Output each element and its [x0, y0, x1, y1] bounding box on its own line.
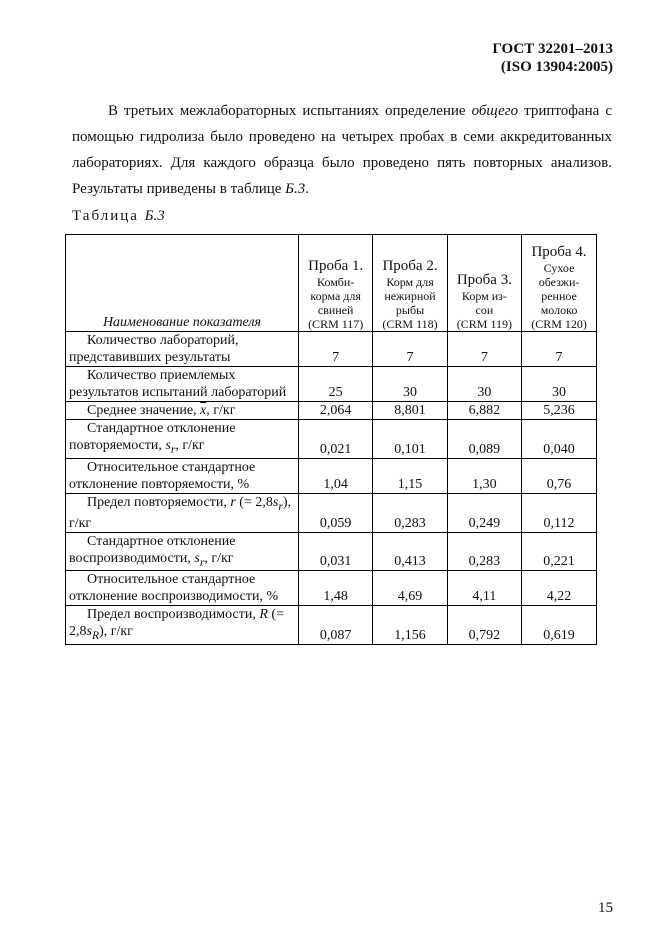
table-cell: 0,76: [522, 458, 597, 493]
table-cell: 0,031: [299, 532, 373, 571]
row-label: Количество приемлемых результатов испытаний лабораторий: [66, 367, 299, 402]
table-cell: 0,101: [373, 420, 447, 459]
table-row: [66, 332, 597, 367]
table-cell: 1,15: [373, 458, 447, 493]
paragraph-emphasis: общего: [471, 103, 519, 119]
table-cell: 7: [373, 332, 447, 367]
page-number: 15: [598, 900, 613, 916]
table-row: [66, 367, 597, 402]
probe-subtitle: Корм для нежирной рыбы (CRM 118): [382, 275, 438, 331]
table-row: [66, 420, 597, 459]
table-cell: 0,249: [447, 493, 521, 532]
row-label: Предел повторяемости, r (= $2,8s_r$), г/кг: [66, 493, 299, 532]
row-label: Стандартное отклонение повторяемости, $s_r$, г/кг: [66, 420, 299, 459]
table-row: [66, 571, 597, 606]
table-header-row: [66, 235, 597, 332]
table-cell: 0,413: [373, 532, 447, 571]
table-cell: 7: [299, 332, 373, 367]
table-cell: 1,156: [373, 606, 447, 645]
row-label: Относительное стандартное отклонение воспроизводимости, %: [66, 571, 299, 606]
paragraph-text-1: В третьих межлабораторных испытаниях определение: [108, 103, 472, 119]
probe-header: [522, 235, 597, 332]
table-cell: 25: [299, 367, 373, 402]
row-label: Среднее значение, $\overline{x}$, г/кг: [66, 402, 299, 420]
table-cell: 0,112: [522, 493, 597, 532]
table-cell: 4,69: [373, 571, 447, 606]
table-cell: 7: [522, 332, 597, 367]
table-cell: 0,792: [447, 606, 521, 645]
table-cell: 0,221: [522, 532, 597, 571]
table-reference: Б.3: [285, 181, 306, 197]
table-cell: 0,619: [522, 606, 597, 645]
table-caption: [72, 208, 165, 225]
probe-subtitle: Комби- корма для свиней (CRM 117): [308, 275, 364, 331]
table-cell: 5,236: [522, 402, 597, 420]
table-cell: 0,089: [447, 420, 521, 459]
table-cell: 30: [447, 367, 521, 402]
table-row: [66, 532, 597, 571]
row-label: Относительное стандартное отклонение повторяемости, %: [66, 458, 299, 493]
table-cell: 2,064: [299, 402, 373, 420]
table-cell: 0,059: [299, 493, 373, 532]
table-cell: 1,48: [299, 571, 373, 606]
probe-header: [373, 235, 447, 332]
table-cell: 4,11: [447, 571, 521, 606]
results-table: [65, 234, 597, 645]
probe-title: Проба 2.: [382, 258, 438, 274]
row-label: Стандартное отклонение воспроизводимости, $s_r$, г/кг: [66, 532, 299, 571]
table-cell: 0,283: [373, 493, 447, 532]
document-header: [492, 40, 613, 76]
table-caption-id: Б.3: [144, 208, 165, 224]
table-cell: 30: [373, 367, 447, 402]
paragraph-text-2: триптофана с помощью гидролиза было проведено на четырех пробах в семи аккредитованных лабораториях. Для каждого образца было проведено пять повторных анализов. Результаты приведены в таблице: [72, 103, 612, 197]
table-cell: 4,22: [522, 571, 597, 606]
table-cell: 8,801: [373, 402, 447, 420]
table-cell: 1,30: [447, 458, 521, 493]
probe-subtitle: Сухое обезжи- ренное молоко (CRM 120): [531, 261, 587, 331]
table-cell: 0,087: [299, 606, 373, 645]
probe-subtitle: Корм из- сои (CRM 119): [456, 289, 513, 331]
probe-title: Проба 1.: [308, 258, 364, 274]
probe-title: Проба 4.: [531, 244, 587, 260]
probe-header: [447, 235, 521, 332]
table-cell: 7: [447, 332, 521, 367]
name-column-header: Наименование показателя: [66, 235, 299, 332]
standard-number: ГОСТ 32201–2013: [492, 41, 613, 57]
row-label: Предел воспроизводимости, R (= $2,8s_R$), г/кг: [66, 606, 299, 645]
iso-reference: (ISO 13904:2005): [500, 59, 613, 75]
probe-header: [299, 235, 373, 332]
table-cell: 1,04: [299, 458, 373, 493]
table-cell: 0,283: [447, 532, 521, 571]
row-label: Количество лабораторий, представивших результаты: [66, 332, 299, 367]
paragraph-end: .: [305, 181, 310, 197]
probe-title: Проба 3.: [456, 272, 512, 288]
table-row: [66, 458, 597, 493]
table-row: [66, 493, 597, 532]
table-row: [66, 402, 597, 420]
intro-paragraph: [72, 98, 612, 202]
table-row: [66, 606, 597, 645]
table-cell: 6,882: [447, 402, 521, 420]
table-cell: 0,040: [522, 420, 597, 459]
table-cell: 0,021: [299, 420, 373, 459]
table-caption-prefix: Таблица: [72, 208, 139, 224]
table-cell: 30: [522, 367, 597, 402]
